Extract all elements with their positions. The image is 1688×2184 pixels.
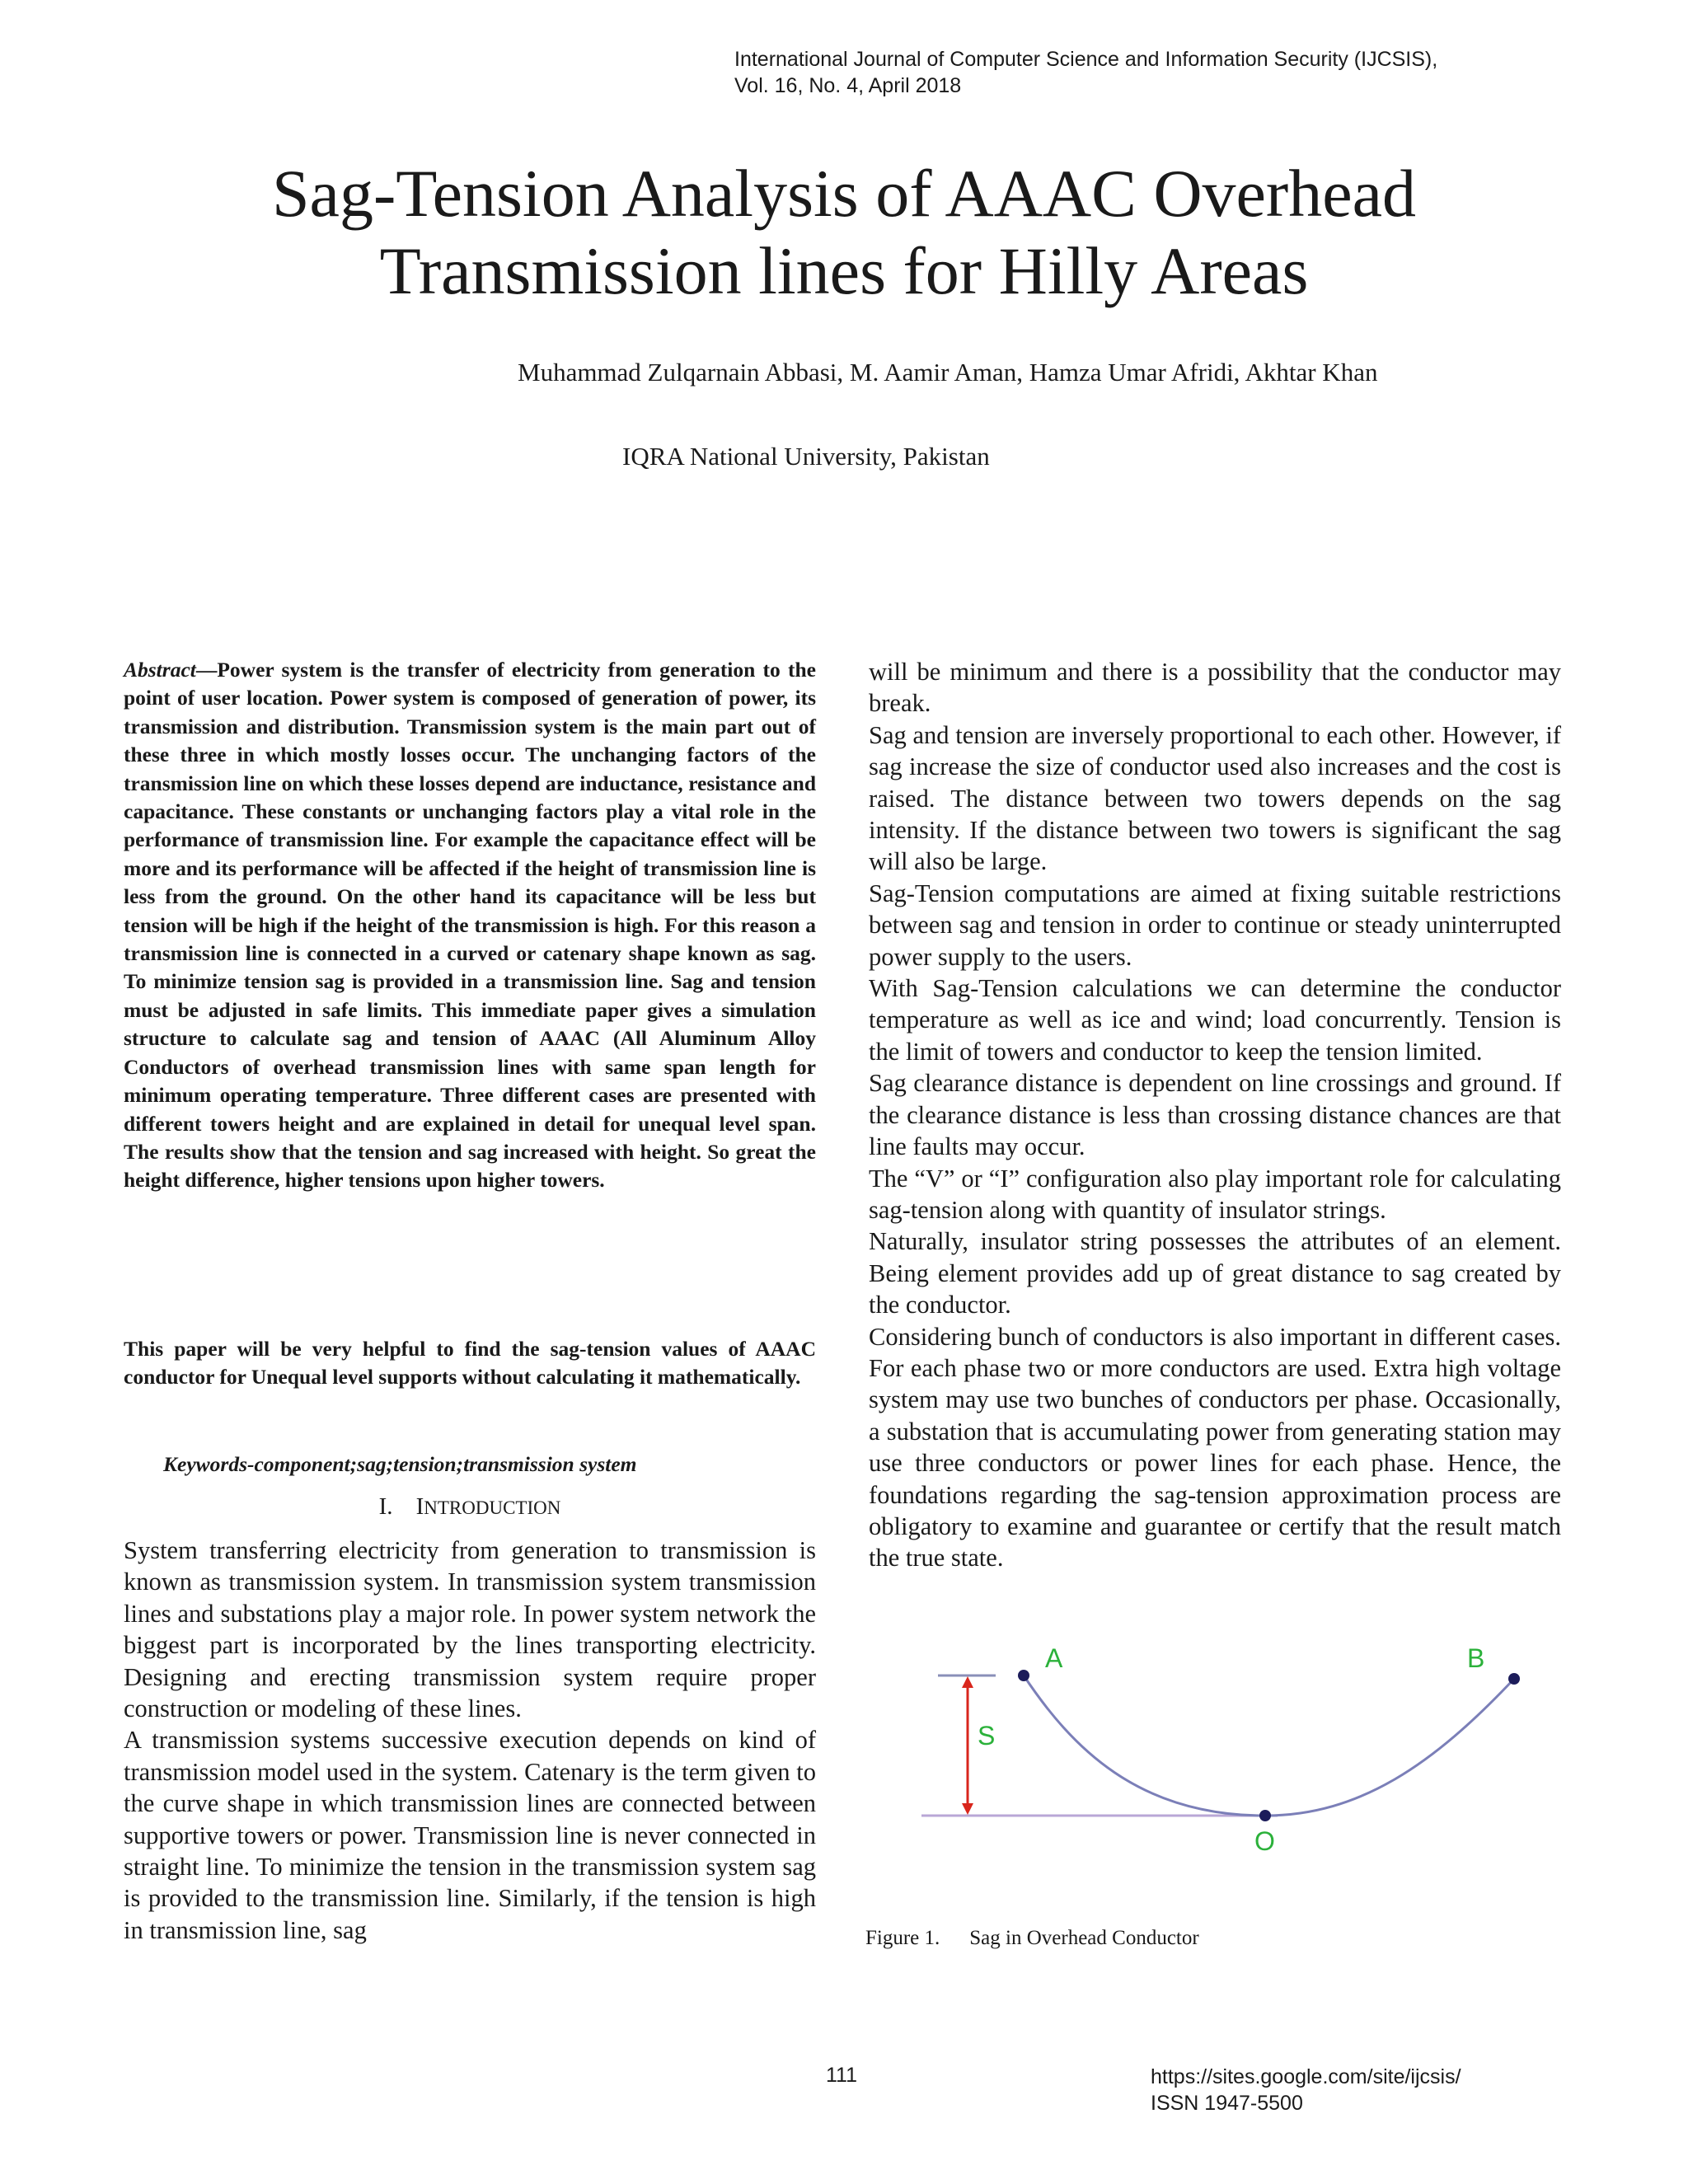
- sag-arrow-head-bottom: [962, 1803, 973, 1815]
- label-s: S: [978, 1721, 996, 1750]
- footer-url[interactable]: https://sites.google.com/site/ijcsis/: [1151, 2065, 1461, 2088]
- footer-issn: ISSN 1947-5500: [1151, 2092, 1303, 2115]
- introduction-body: [124, 1535, 816, 1946]
- section-heading-introduction: [124, 1493, 816, 1521]
- paper-title: [0, 155, 1688, 310]
- title-line-1: Sag-Tension Analysis of AAAC Overhead: [271, 156, 1417, 231]
- title-line-2: Transmission lines for Hilly Areas: [379, 233, 1309, 308]
- body-paragraph-5: Sag clearance distance is dependent on line crossings and ground. If the clearance distance is less than crossing distance chances are that line faults may occur.: [869, 1069, 1561, 1161]
- abstract-dash: —: [195, 658, 218, 682]
- footer-right: [1151, 2064, 1461, 2116]
- abstract-text: Power system is the transfer of electricity from generation to the point of user location. Power system is composed of generation of power, its transmission and distribution. Transmission system is the main part out of these three in which mostly losses occur. The unchanging factors of the transmission line on which these losses depend are inductance, resistance and capacitance. These constants or unchanging factors play a vital role in the performance of transmission line. For example the capacitance effect will be more and its performance will be affected if the height of transmission line is less from the ground. On the other hand its capacitance will be less but tension will be high if the height of the transmission is high. For this reason a transmission line is connected in a curved or catenary shape known as sag. To minimize tension sag is provided in a transmission line. Sag and tension must be adjusted in safe limits. This immediate paper gives a simulation structure to calculate sag and tension of AAAC (All Aluminum Alloy Conductors of overhead transmission lines with same span length for minimum operating temperature. Three different cases are presented with different towers height and are explained in detail for unequal level span. The results show that the tension and sag increased with height. So great the height difference, higher tensions upon higher towers.: [124, 658, 816, 1193]
- lowest-point-o: [1259, 1810, 1271, 1821]
- abstract: [124, 656, 816, 1195]
- body-paragraph-3: Sag-Tension computations are aimed at fixing suitable restrictions between sag and tension in order to continue or steady uninterrupted power supply to the users.: [869, 879, 1561, 971]
- abstract-note: This paper will be very helpful to find the sag-tension values of AAAC conductor for Unequal level supports without calculating it mathematically.: [124, 1337, 816, 1390]
- figure-caption: [865, 1927, 1199, 1950]
- author-list: Muhammad Zulqarnain Abbasi, M. Aamir Aman, Hamza Umar Afridi, Akhtar Khan: [518, 358, 1378, 387]
- page-number: 111: [826, 2064, 858, 2087]
- section-title-rest: NTRODUCTION: [424, 1497, 561, 1518]
- body-paragraph-2: Sag and tension are inversely proportional to each other. However, if sag increase the size of conductor used also increases and the cost is raised. The distance between two towers depends on the sag intensity. If the distance between two towers is significant the sag will also be large.: [869, 720, 1561, 876]
- figure-caption-text: Sag in Overhead Conductor: [969, 1927, 1199, 1949]
- section-number: I.: [378, 1493, 393, 1520]
- intro-paragraph-2: A transmission systems successive execution depends on kind of transmission model used in the system. Catenary is the term given to the curve shape in which transmission lines are connected between supportive towers or power. Transmission line is never connected in straight line. To minimize the tension in the transmission system sag is provided to the transmission line. Similarly, if the tension is high in transmission line, sag: [124, 1726, 816, 1944]
- label-b: B: [1467, 1643, 1485, 1673]
- affiliation: IQRA National University, Pakistan: [622, 442, 990, 471]
- sag-diagram-svg: [898, 1624, 1558, 1871]
- intro-paragraph-1: System transferring electricity from generation to transmission is known as transmission system. In transmission system transmission lines and substations play a major role. In power system network the biggest part is incorporated by the lines transporting electricity. Designing and erecting transmission system require proper construction or modeling of these lines.: [124, 1536, 816, 1723]
- keywords: Keywords-component;sag;tension;transmission system: [163, 1452, 637, 1476]
- body-paragraph-4: With Sag-Tension calculations we can determine the conductor temperature as well as ice and wind; load concurrently. Tension is the limit of towers and conductor to keep the tension limited.: [869, 974, 1561, 1066]
- body-paragraph-6: The “V” or “I” configuration also play important role for calculating sag-tension along with quantity of insulator strings.: [869, 1164, 1561, 1224]
- journal-name: International Journal of Computer Science and Information Security (IJCSIS),: [734, 48, 1438, 71]
- sag-arrow-head-top: [962, 1676, 973, 1688]
- right-column: [869, 656, 1561, 1574]
- conductor-curve: [1024, 1675, 1514, 1816]
- section-title-initial: I: [415, 1493, 424, 1520]
- journal-header: [734, 46, 1437, 99]
- support-point-b: [1508, 1673, 1520, 1685]
- figure-number: Figure 1.: [865, 1927, 940, 1949]
- left-column: [124, 656, 816, 1944]
- support-point-a: [1018, 1670, 1029, 1681]
- abstract-label: Abstract: [124, 658, 196, 682]
- label-o: O: [1254, 1826, 1275, 1856]
- figure-sag-diagram: [898, 1624, 1558, 1871]
- body-paragraph-1: will be minimum and there is a possibility that the conductor may break.: [869, 658, 1561, 718]
- body-paragraph-8: Considering bunch of conductors is also important in different cases. For each phase two or more conductors are used. Extra high voltage system may use two bunches of conductors per phase. Occasionally, a substation that is accumulating power from generating station may use three conductors or power lines for each phase. Hence, the foundations regarding the sag-tension approximation process are obligatory to examine and guarantee or certify that the result match the true state.: [869, 1322, 1561, 1572]
- label-a: A: [1045, 1643, 1063, 1673]
- body-paragraph-7: Naturally, insulator string possesses the attributes of an element. Being element provides add up of great distance to sag created by the conductor.: [869, 1227, 1561, 1319]
- journal-volume: Vol. 16, No. 4, April 2018: [734, 74, 962, 97]
